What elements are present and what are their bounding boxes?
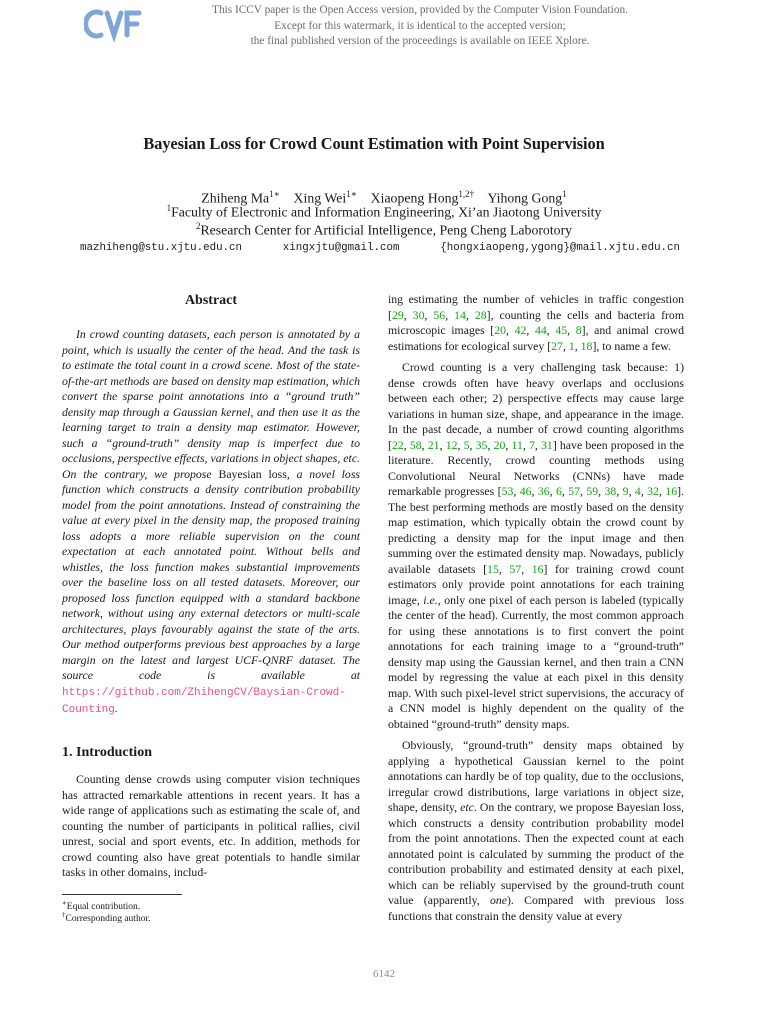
intro-paragraph: [62, 772, 360, 881]
body-text: ,: [469, 437, 476, 452]
citation-link[interactable]: 9: [622, 484, 629, 498]
citation-link[interactable]: 15: [487, 561, 499, 576]
body-text: ,: [598, 484, 605, 498]
citation-link[interactable]: 57: [509, 561, 522, 576]
affiliation-text: Research Center for Artificial Intelligence, Peng Cheng Laborotory: [200, 222, 573, 238]
author-name: Xing Wei: [293, 190, 347, 206]
author-mark: 1∗: [269, 189, 280, 199]
abstract-term: Bayesian loss: [218, 466, 287, 481]
body-text: ,: [403, 437, 410, 452]
abstract-text: In crowd counting datasets, each person is annotated by a point, which is usually the center of the head. And the task is to estimate the total count in a crowd scene. Most of the state-of-the-art methods are based on density map estimation, which convert the sparse point annotations into a “ground truth” density map through a Gaussian kernel, and then use it as the learning target to train a density map estimator. However, such a “ground-truth” density map is imperfect due to occlusions, perspective effects, variations in object shapes, etc. On the contrary, we propose: [62, 327, 360, 481]
citation-link[interactable]: 11: [511, 437, 523, 452]
author-mark: 1∗: [346, 189, 357, 199]
citation-link[interactable]: 36: [537, 484, 550, 498]
body-text: ,: [465, 307, 475, 322]
body-text: ] for training crowd count estimators only provide point annotations for each training image,: [388, 561, 684, 607]
source-code-link[interactable]: https://github.com/ZhihengCV/Baysian-Crowd-Counting: [62, 686, 346, 716]
body-text: ,: [513, 484, 520, 498]
body-text: ,: [531, 484, 538, 498]
body-text: ,: [640, 484, 648, 498]
body-text: ,: [505, 437, 512, 452]
watermark-line: the final published version of the proceedings is available on IEEE Xplore.: [250, 35, 590, 47]
citation-link[interactable]: 45: [555, 323, 568, 337]
email: xingxjtu@gmail.com: [282, 242, 400, 254]
open-access-watermark: [150, 3, 690, 50]
email: {hongxiaopeng,ygong}@mail.xjtu.edu.cn: [440, 242, 680, 254]
citation-link[interactable]: 28: [474, 307, 487, 322]
body-text: ,: [506, 323, 515, 337]
body-text: ,: [549, 484, 556, 498]
body-paragraph: [388, 360, 684, 732]
body-paragraph: [388, 292, 684, 354]
affiliation: [0, 221, 768, 239]
body-text: ,: [522, 437, 529, 452]
citation-link[interactable]: 5: [463, 437, 470, 452]
email: mazhiheng@stu.xjtu.edu.cn: [80, 242, 242, 254]
citation-link[interactable]: 18: [580, 338, 593, 353]
body-text: ], and animal crowd estimations for ecological survey [: [388, 323, 685, 353]
footnote-mark: ∗: [62, 899, 67, 907]
citation-link[interactable]: 38: [604, 484, 617, 498]
body-text: ] have been proposed in the literature. Recently, crowd counting methods using Convolutional Neural Networks (CNNs) have made remarkable progresses [: [388, 437, 684, 498]
citation-link[interactable]: 46: [519, 484, 532, 498]
italic-text: etc: [460, 800, 474, 814]
body-text: Crowd counting is a very challenging task because: 1) dense crowds often have heavy overlaps and occlusions between each other; 2) perspective effects may cause large variations in human size, shape, and appearance in the image. In the past decade, a number of crowd counting algorithms [: [388, 360, 684, 452]
body-text: ,: [534, 437, 542, 452]
footnote-text: Equal contribution.: [66, 902, 141, 913]
citation-link[interactable]: 4: [634, 484, 641, 498]
citation-link[interactable]: 42: [514, 323, 527, 337]
citation-link[interactable]: 30: [412, 307, 425, 322]
body-text: ,: [403, 307, 413, 322]
body-text: ing estimating the number of vehicles in traffic congestion [: [388, 292, 684, 322]
body-text: , only one pixel of each person is labeled (typically the center of the head). Currently, the most common approach for using these annotations is to first convert the point annotations for each training image to a “ground-truth” density map using the Gaussian kernel, and then train a CNN model by regressing the value at each pixel in this density map. With such pixel-level strict supervisions, the accuracy of a CNN model is highly dependent on the quality of the obtained “ground-truth” density maps.: [388, 592, 684, 731]
body-text: ,: [445, 307, 455, 322]
body-text: ,: [658, 484, 666, 498]
citation-link[interactable]: 16: [531, 561, 544, 576]
citation-link[interactable]: 21: [427, 437, 440, 452]
body-paragraph: [388, 738, 684, 924]
abstract-end: .: [114, 701, 118, 715]
affiliation-mark: 1: [166, 203, 172, 213]
citation-link[interactable]: 35: [475, 437, 488, 452]
body-text: Obviously, “ground-truth” density maps obtained by applying a hypothetical Gaussian kernel to the point annotations can hardly be of top quality, due to the occlusions, irregular crowd distributions, large variations in object size, shape, density,: [388, 738, 684, 814]
affiliation-text: Faculty of Electronic and Information Engineering, Xi’an Jiaotong University: [171, 204, 602, 220]
citation-link[interactable]: 44: [535, 323, 547, 337]
author-name: Xiaopeng Hong: [370, 190, 459, 206]
body-text: ,: [562, 338, 569, 353]
citation-link[interactable]: 56: [433, 307, 446, 322]
citation-link[interactable]: 1: [568, 338, 575, 353]
body-text: ,: [498, 561, 510, 576]
citation-link[interactable]: 53: [501, 484, 514, 498]
italic-text: i.e.: [423, 592, 438, 607]
citation-link[interactable]: 20: [493, 437, 506, 452]
body-text: ,: [526, 323, 535, 337]
citation-link[interactable]: 27: [551, 338, 563, 353]
body-text: ,: [439, 437, 446, 452]
paper-title: Bayesian Loss for Crowd Count Estimation with Point Supervision: [143, 134, 605, 153]
citation-link[interactable]: 14: [454, 307, 466, 322]
body-text: ). Compared with previous loss functions that constrain the density value at every: [388, 893, 684, 923]
body-text: ], to name a few.: [592, 338, 671, 353]
citation-link[interactable]: 29: [391, 307, 404, 322]
body-text: ,: [421, 437, 428, 452]
intro-text: Counting dense crowds using computer vision techniques has attracted remarkable attentions in recent years. It has a wide range of applications such as estimating the scale of, and counting the number of participants in political rallies, civil unrest, social and sport events, etc. In addition, methods for crowd counting also have great potentials to handle similar tasks in other domains, includ-: [62, 772, 360, 879]
abstract-body: [62, 327, 360, 719]
citation-link[interactable]: 20: [494, 323, 507, 337]
citation-link[interactable]: 6: [555, 484, 562, 498]
abstract-heading: Abstract: [184, 293, 238, 308]
body-text: ,: [487, 437, 494, 452]
abstract-text: , a novel loss function which constructs a density contribution probability model from the point annotations. Instead of constraining the value at every pixel in the density map, the proposed training loss adopts a more reliable supervision on the count expectation at each annotated point. Without bells and whistles, the loss function makes substantial improvements over the baseline loss on all tested datasets. Moreover, our proposed loss function equipped with a standard backbone network, without using any external detectors or multi-scale architectures, plays favourably against the state of the arts. Our method outperforms previous best approaches by a large margin on the latest and largest UCF-QNRF dataset. The source code is available at: [62, 466, 361, 682]
citation-link[interactable]: 16: [665, 484, 678, 498]
cvf-logo: [84, 6, 144, 42]
body-text: ], counting the cells and bacteria from microscopic images [: [388, 307, 685, 337]
citation-link[interactable]: 7: [528, 437, 535, 452]
body-text: ,: [561, 484, 569, 498]
citation-link[interactable]: 59: [586, 484, 599, 498]
footnote-mark: †: [62, 911, 66, 919]
citation-link[interactable]: 57: [568, 484, 581, 498]
body-text: ,: [574, 338, 581, 353]
body-text: ,: [424, 307, 434, 322]
italic-text: one: [489, 893, 507, 907]
section-heading: 1. Introduction: [62, 745, 152, 760]
page-number: 6142: [373, 968, 395, 980]
body-text: ,: [521, 561, 532, 576]
body-text: ,: [546, 323, 556, 337]
affiliation: [0, 203, 768, 221]
body-text: . On the contrary, we propose Bayesian loss, which constructs a density contribution probability model from the point annotations. Then the expected count at each annotated point is calculated by summing the product of the contribution probability and estimated density at each pixel, which can be reliably supervised by the ground-truth count value (apparently,: [388, 800, 685, 907]
body-text: ,: [628, 484, 635, 498]
footnote-text: Corresponding author.: [65, 914, 151, 925]
author-mark: 1: [562, 189, 567, 199]
affiliation-mark: 2: [195, 221, 201, 231]
author-name: Yihong Gong: [487, 190, 563, 206]
watermark-line: Except for this watermark, it is identical to the accepted version;: [274, 19, 566, 32]
body-text: ,: [580, 484, 587, 498]
right-column: [388, 292, 684, 924]
citation-link[interactable]: 12: [445, 437, 458, 452]
author-mark: 1,2†: [458, 189, 475, 199]
watermark-line: This ICCV paper is the Open Access version, provided by the Computer Vision Foundation.: [212, 4, 628, 16]
author-name: Zhiheng Ma: [201, 190, 270, 206]
citation-link[interactable]: 22: [391, 437, 404, 452]
body-text: ,: [616, 484, 623, 498]
citation-link[interactable]: 58: [409, 437, 422, 452]
footnote-rule: [62, 894, 182, 895]
author-emails: [80, 242, 680, 254]
citation-link[interactable]: 32: [647, 484, 659, 498]
body-text: ]. The best performing methods are mostly based on the density map estimation, which typically obtain the crowd count by predicting a density map for the input image and then summing over the estimated density map. Nowadays, publicly available datasets [: [388, 484, 684, 576]
body-text: ,: [457, 437, 464, 452]
citation-link[interactable]: 31: [541, 437, 553, 452]
body-text: ,: [567, 323, 576, 337]
citation-link[interactable]: 8: [575, 323, 582, 337]
footnote: [62, 909, 150, 925]
